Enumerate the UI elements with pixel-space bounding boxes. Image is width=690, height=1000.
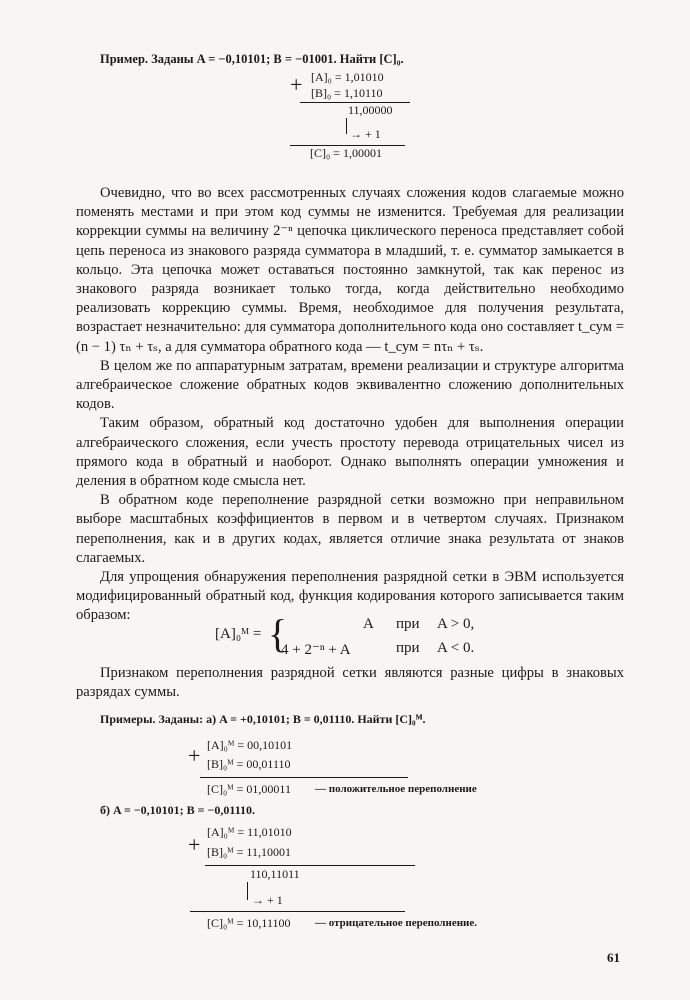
paragraph: Для упрощения обнаружения переполнения разрядной сетки в ЭВМ используется модифицированный обратный код, функция кодирования которого записывается таким образом: [76,569,624,624]
plus-sign: + [188,743,201,768]
paragraph: В обратном коде переполнение разрядной сетки возможно при неправильном выборе масштабных коэффициентов в первом и в четвертом случаях. Признаком переполнения, как и в других кодах, является отличие знака результата от знаков слагаемых. [76,492,624,566]
example-1-title: Пример. Заданы A = −0,10101; B = −01001. Найти [C]₀. [100,52,404,66]
examples-title: Примеры. Заданы: а) A = +0,10101; B = 0,01110. Найти [C]₀ᴹ. [100,712,426,726]
formula-brace: { [268,611,288,656]
paragraph: Таким образом, обратный код достаточно удобен для выполнения операции алгебраического сложения, если учесть простоту перевода отрицательных чисел из прямого кода в обратный и наоборот. Однако выполнять операции умножения и деления в обратном коде смысла нет. [76,415,624,490]
formula-case1-word: при [396,616,420,632]
example-b-partial: 110,11011 [250,867,300,881]
formula-lhs: [A]₀ᴹ = [215,626,262,642]
example-a-line-b: [B]₀ᴹ = 00,01110 [207,757,291,771]
formula-case1-value: A [363,616,374,632]
text-block-main [76,184,624,626]
example-a-result: [C]₀ᴹ = 01,00011 [207,782,291,796]
example-b-line-a: [A]₀ᴹ = 11,01010 [207,825,292,839]
result-rule [200,777,408,778]
example-1-carry: → + 1 [350,127,381,141]
paragraph: Очевидно, что во всех рассмотренных случаях сложения кодов слагаемые можно поменять местами и при этом код суммы не изменится. Требуемая для реализации коррекции суммы на величину 2⁻ⁿ цепочка циклического переноса представляет собой цепь переноса из знакового разряда сумматора в младший, т. е. сумматор замыкается в кольцо. Эта цепочка может оставаться постоянно замкнутой, так как перенос из знакового разряда возникает только тогда, когда действительно необходимо реализовать коррекцию суммы. Время, необходимое для получения результата, возрастает незначительно: для сумматора дополнительного кода оно составляет t_сум = (n − 1) τₙ + τₛ, а для сумматора обратного кода — t_сум = nτₙ + τₛ. [76,185,624,355]
paragraph: Признаком переполнения разрядной сетки являются разные цифры в знаковых разрядах суммы. [76,665,624,701]
carry-bracket [346,118,347,134]
example-a-line-a: [A]₀ᴹ = 00,10101 [207,738,293,752]
example-b-result: [C]₀ᴹ = 10,11100 [207,916,291,930]
example-a-note: — положительное переполнение [315,783,477,795]
example-1-line-a: [A]₀ = 1,01010 [311,70,384,84]
plus-sign: + [188,832,201,857]
formula-case1-cond: A > 0, [437,616,475,632]
example-1-result: [C]₀ = 1,00001 [310,146,382,160]
text-block-closing [76,664,624,702]
example-b-carry: → + 1 [252,893,283,907]
sum-rule [205,865,415,866]
formula-case2-value: 4 + 2⁻ⁿ + A [281,642,351,658]
page-number: 61 [607,950,620,965]
plus-sign: + [290,72,303,97]
example-b-title: б) A = −0,10101; B = −0,01110. [100,803,256,817]
example-b-note: — отрицательное переполнение. [315,917,478,929]
example-1-partial-sum: 11,00000 [348,103,393,117]
result-rule [190,911,405,912]
formula-case2-word: при [396,640,420,656]
carry-bracket [247,882,248,900]
example-b-line-b: [B]₀ᴹ = 11,10001 [207,845,291,859]
example-1-line-b: [B]₀ = 1,10110 [311,86,383,100]
paragraph: В целом же по аппаратурным затратам, времени реализации и структуре алгоритма алгебраическое сложение обратных кодов эквивалентно сложению дополнительных кодов. [76,357,624,413]
formula-case2-cond: A < 0. [437,640,475,656]
